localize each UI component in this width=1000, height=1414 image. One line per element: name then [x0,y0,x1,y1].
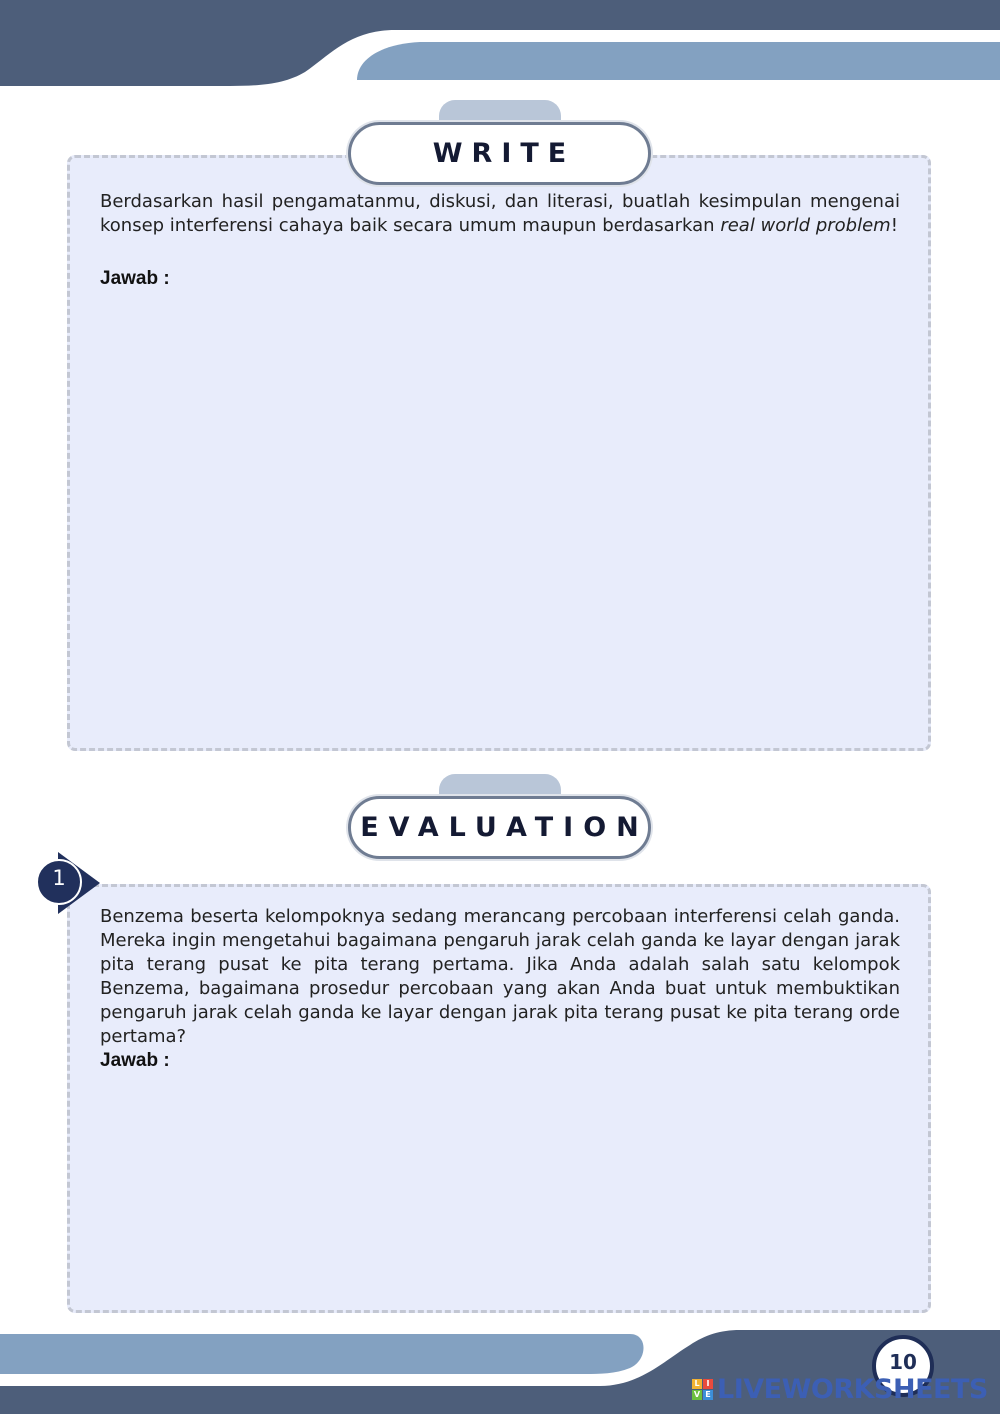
evaluation-answer-label: Jawab : [100,1050,170,1071]
write-title: WRITE [348,122,651,185]
header-banner [0,0,1000,100]
liveworksheets-logo-icon: L I V E [692,1379,713,1400]
liveworksheets-wordmark: LIVEWORKSHEETS [717,1373,988,1405]
write-answer-box [67,155,931,751]
write-question: Berdasarkan hasil pengamatanmu, diskusi, dan literasi, buatlah kesimpulan mengenai konsep interferensi cahaya baik secara umum maupun berdasarkan real world problem! [100,191,900,236]
write-answer-label: Jawab : [100,268,170,289]
evaluation-question: Benzema beserta kelompoknya sedang merancang percobaan interferensi celah ganda. Mereka ingin mengetahui bagaimana pengaruh jarak celah ganda ke layar dengan jarak pita terang pusat ke pita terang pertama. Jika Anda adalah salah satu kelompok Benzema, bagaimana prosedur percobaan yang akan Anda buat untuk membuktikan pengaruh jarak celah ganda ke layar dengan jarak pita terang pusat ke pita terang orde pertama? [100,906,900,1047]
liveworksheets-logo [692,1372,988,1406]
evaluation-title: EVALUATION [348,796,651,859]
question-number: 1 [52,866,66,890]
page-number: 10 [889,1350,917,1374]
